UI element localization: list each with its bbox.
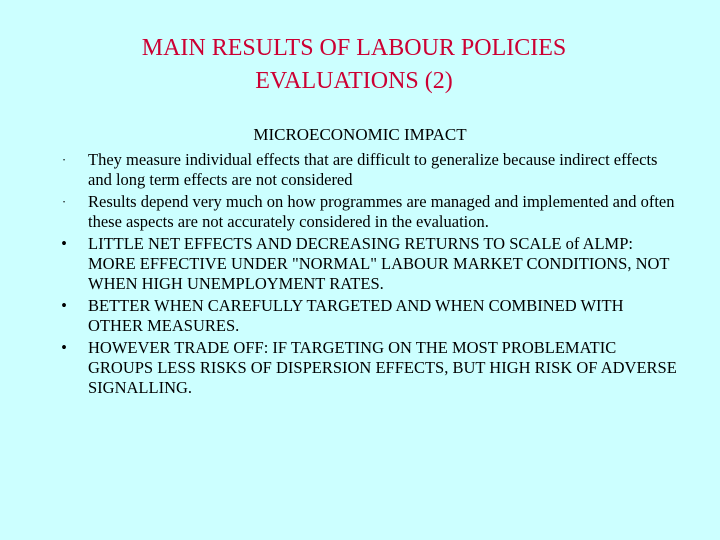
bullet-item [58, 296, 678, 336]
bullet-text: BETTER WHEN CAREFULLY TARGETED AND WHEN COMBINED WITH OTHER MEASURES. [88, 296, 624, 335]
section-heading-text: MICROECONOMIC IMPACT [253, 125, 467, 144]
bullet-dot-icon: · [61, 152, 67, 167]
slide-title [40, 32, 668, 98]
slide-title-line-1: MAIN RESULTS OF LABOUR POLICIES [141, 35, 567, 61]
bullet-dot-icon: • [61, 234, 67, 253]
bullet-list [58, 150, 678, 400]
section-heading [0, 125, 720, 145]
slide-title-line-2: EVALUATIONS (2) [255, 68, 453, 94]
bullet-item [58, 192, 678, 232]
bullet-item [58, 234, 678, 294]
bullet-text: HOWEVER TRADE OFF: IF TARGETING ON THE MOST PROBLEMATIC GROUPS LESS RISKS OF DISPERSION EFFECTS, BUT HIGH RISK OF ADVERSE SIGNALLING. [88, 338, 677, 397]
bullet-dot-icon: · [61, 194, 67, 209]
bullet-item [58, 338, 678, 398]
bullet-text: They measure individual effects that are difficult to generalize because indirect effects and long term effects are not considered [88, 150, 658, 189]
bullet-text: Results depend very much on how programmes are managed and implemented and often these aspects are not accurately considered in the evaluation. [88, 192, 675, 231]
bullet-dot-icon: • [61, 338, 67, 357]
bullet-item [58, 150, 678, 190]
bullet-dot-icon: • [61, 296, 67, 315]
bullet-text: LITTLE NET EFFECTS AND DECREASING RETURNS TO SCALE of ALMP: MORE EFFECTIVE UNDER "NORMAL" LABOUR MARKET CONDITIONS, NOT WHEN HIGH UNEMPLOYMENT RATES. [88, 234, 670, 293]
